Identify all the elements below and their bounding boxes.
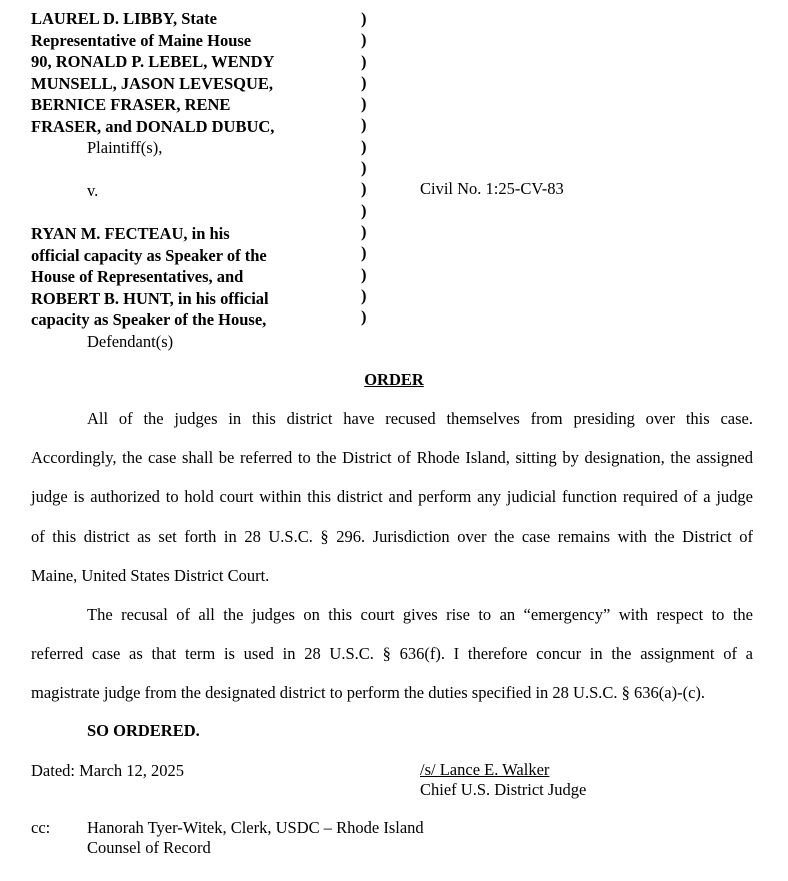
defendant-line: ROBERT B. HUNT, in his official xyxy=(31,288,269,308)
paragraph-line: judge is authorized to hold court within this district and perform any judicial function required of a judge xyxy=(31,487,753,507)
defendant-label: Defendant(s) xyxy=(87,331,174,351)
civil-case-number: Civil No. 1:25-CV-83 xyxy=(420,179,564,198)
order-date: Dated: March 12, 2025 xyxy=(31,761,185,780)
caption-spacer xyxy=(31,159,331,181)
plaintiff-line: BERNICE FRASER, RENE xyxy=(31,95,231,114)
case-caption-parties xyxy=(31,8,331,352)
paragraph-line: magistrate judge from the designated district to perform the duties specified in 28 U.S.C. § 636(a)-(c). xyxy=(31,683,706,703)
caption-paren: ) xyxy=(361,9,367,28)
paragraph-line: referred case as that term is used in 28 U.S.C. § 636(f). I therefore concur in the assignment of a xyxy=(31,644,753,664)
caption-paren: ) xyxy=(361,221,367,241)
caption-paren: ) xyxy=(361,158,367,178)
defendant-line: RYAN M. FECTEAU, in his xyxy=(31,224,230,243)
cc-recipient: Hanorah Tyer-Witek, Clerk, USDC – Rhode Island xyxy=(87,818,424,837)
caption-paren: ) xyxy=(361,136,367,156)
defendant-line: capacity as Speaker of the House, xyxy=(31,310,267,329)
caption-paren: ) xyxy=(361,179,367,199)
so-ordered: SO ORDERED. xyxy=(87,721,200,740)
signature-title: Chief U.S. District Judge xyxy=(420,780,587,799)
plaintiff-label: Plaintiff(s), xyxy=(87,138,163,157)
versus-label: v. xyxy=(87,181,99,200)
order-paragraph-1 xyxy=(31,408,753,604)
paragraph-line: Maine, United States District Court. xyxy=(31,565,270,585)
caption-paren: ) xyxy=(361,264,367,284)
signature-name: /s/ Lance E. Walker xyxy=(420,760,550,779)
caption-paren: ) xyxy=(361,285,367,305)
caption-paren: ) xyxy=(361,72,367,92)
defendant-line: House of Representatives, and xyxy=(31,267,244,286)
plaintiff-line: FRASER, and DONALD DUBUC, xyxy=(31,116,275,136)
cc-recipients xyxy=(87,818,424,858)
caption-paren: ) xyxy=(361,94,367,114)
order-paragraph-2 xyxy=(31,604,753,722)
order-title: ORDER xyxy=(364,370,424,389)
caption-paren: ) xyxy=(361,307,367,327)
plaintiff-line: Representative of Maine House xyxy=(31,30,252,50)
paragraph-line: of this district as set forth in 28 U.S.C. § 296. Jurisdiction over the case remains with the District of xyxy=(31,526,753,546)
defendant-line: official capacity as Speaker of the xyxy=(31,245,267,265)
caption-paren: ) xyxy=(361,200,367,220)
caption-parentheses xyxy=(361,8,377,327)
caption-paren: ) xyxy=(361,30,367,50)
caption-paren: ) xyxy=(361,243,367,263)
caption-spacer xyxy=(31,202,331,224)
signature-block xyxy=(420,760,586,800)
cc-recipient: Counsel of Record xyxy=(87,838,211,857)
cc-label: cc: xyxy=(31,818,51,837)
caption-paren: ) xyxy=(361,51,367,71)
caption-paren: ) xyxy=(361,115,367,135)
paragraph-line: All of the judges in this district have recused themselves from presiding over this case. xyxy=(87,409,753,428)
plaintiff-line: LAUREL D. LIBBY, State xyxy=(31,9,217,28)
paragraph-line: Accordingly, the case shall be referred to the District of Rhode Island, sitting by designation, the assigned xyxy=(31,448,753,468)
paragraph-line: The recusal of all the judges on this court gives rise to an “emergency” with respect to the xyxy=(87,605,753,624)
plaintiff-line: MUNSELL, JASON LEVESQUE, xyxy=(31,73,274,93)
plaintiff-line: 90, RONALD P. LEBEL, WENDY xyxy=(31,52,275,71)
